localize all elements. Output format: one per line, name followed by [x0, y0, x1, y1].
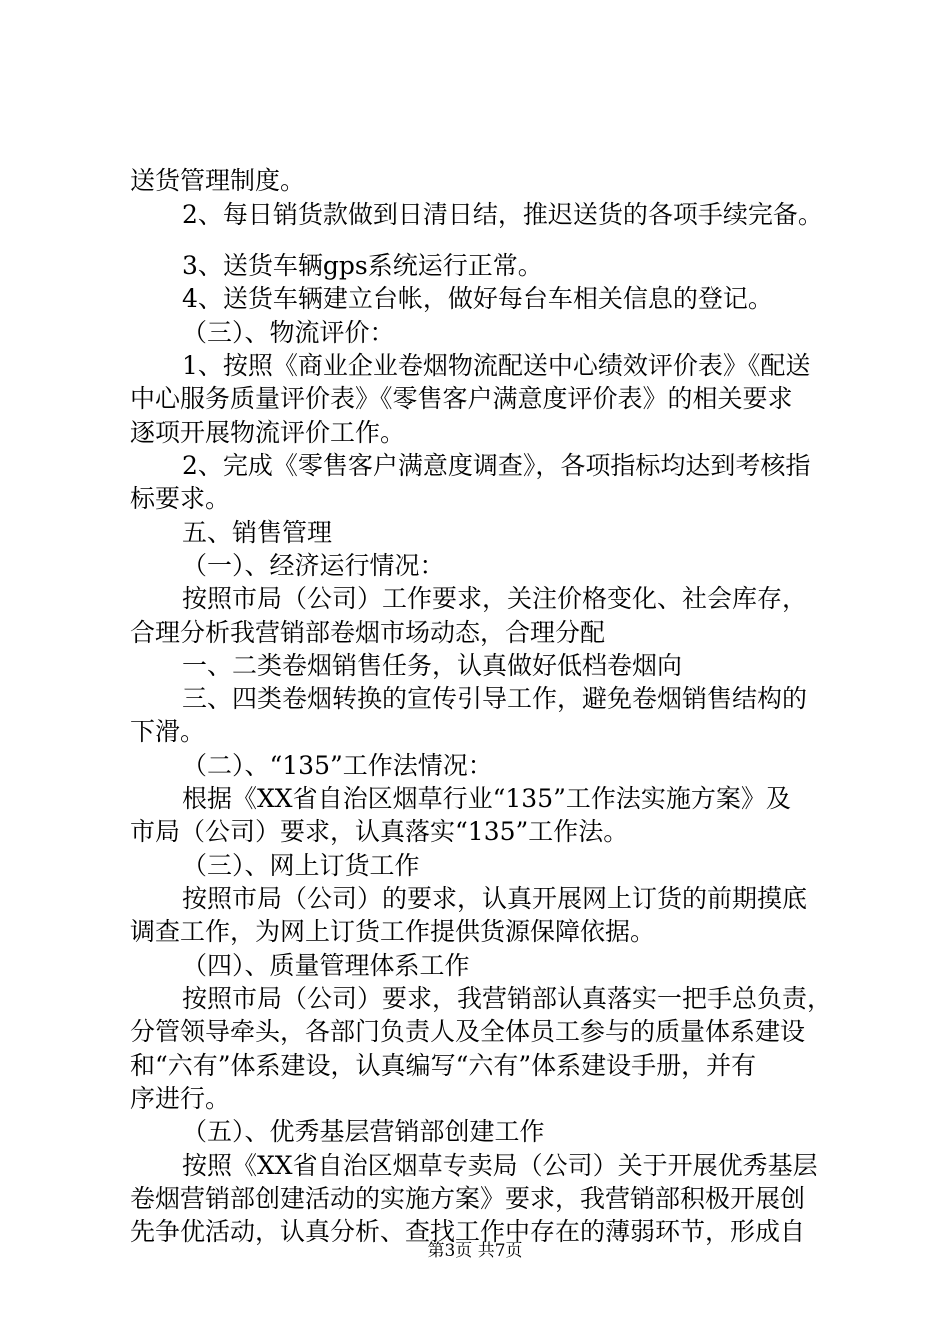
subheading: （三）、网上订货工作 — [182, 851, 420, 880]
subheading: （一）、经济运行情况： — [182, 551, 445, 580]
text-line: 送货管理制度。 — [130, 166, 306, 195]
text-line: 按照市局（公司）工作要求，关注价格变化、社会库存， — [182, 584, 808, 613]
text-line: 2、完成《零售客户满意度调查》，各项指标均达到考核指 — [182, 451, 811, 480]
page-footer: 第3页 共7页 — [427, 1241, 523, 1261]
text-line: 下滑。 — [130, 717, 206, 746]
text-line: 1、按照《商业企业卷烟物流配送中心绩效评价表》《配送 — [182, 351, 811, 380]
text-line: 分管领导牵头，各部门负责人及全体员工参与的质量体系建设 — [130, 1017, 806, 1046]
text-line: 中心服务质量评价表》《零售客户满意度评价表》的相关要求 — [130, 384, 793, 413]
text-line: 2、每日销货款做到日清日结，推迟送货的各项手续完备。 — [182, 200, 823, 229]
subheading: （四）、质量管理体系工作 — [182, 951, 470, 980]
text-line: 合理分析我营销部卷烟市场动态，合理分配 — [130, 618, 606, 647]
text-line: 按照市局（公司）的要求，认真开展网上订货的前期摸底 — [182, 884, 808, 913]
text-line: 按照《XX省自治区烟草专卖局（公司）关于开展优秀基层 — [182, 1151, 818, 1180]
subheading: （二）、“135”工作法情况： — [182, 751, 493, 780]
subheading: （五）、优秀基层营销部创建工作 — [182, 1117, 545, 1146]
subheading: （三）、物流评价： — [182, 318, 395, 347]
text-line: 三、四类卷烟转换的宣传引导工作，避免卷烟销售结构的 — [182, 684, 808, 713]
text-line: 和“六有”体系建设，认真编写“六有”体系建设手册，并有 — [130, 1051, 757, 1080]
text-line: 调查工作，为网上订货工作提供货源保障依据。 — [130, 917, 656, 946]
section-heading: 五、销售管理 — [182, 518, 333, 547]
text-line: 卷烟营销部创建活动的实施方案》要求，我营销部积极开展创 — [130, 1184, 806, 1213]
text-line: 一、二类卷烟销售任务，认真做好低档卷烟向 — [182, 651, 683, 680]
text-line: 标要求。 — [130, 484, 231, 513]
text-line: 4、送货车辆建立台帐，做好每台车相关信息的登记。 — [182, 284, 773, 313]
text-line: 根据《XX省自治区烟草行业“135”工作法实施方案》及 — [182, 784, 791, 813]
text-line: 市局（公司）要求，认真落实“135”工作法。 — [130, 817, 629, 846]
text-line: 3、送货车辆gps系统运行正常。 — [182, 251, 543, 280]
text-line: 按照市局（公司）要求，我营销部认真落实一把手总负责， — [182, 984, 833, 1013]
text-line: 先争优活动，认真分析、查找工作中存在的薄弱环节，形成自 — [130, 1217, 806, 1246]
text-line: 逐项开展物流评价工作。 — [130, 418, 406, 447]
text-line: 序进行。 — [130, 1084, 231, 1113]
